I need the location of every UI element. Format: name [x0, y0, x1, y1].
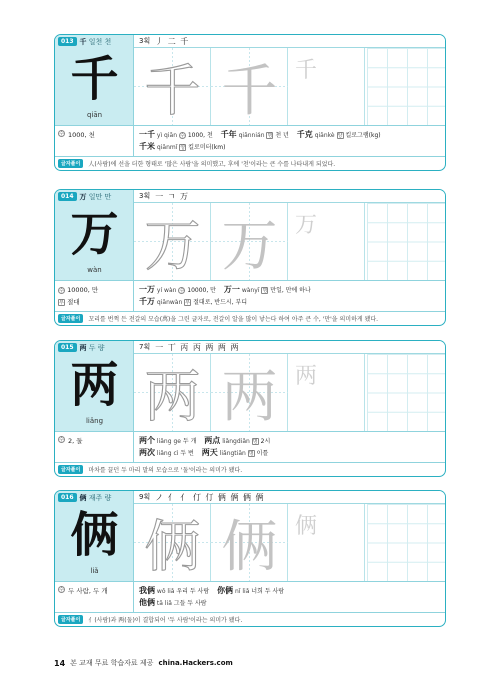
- writing-grid: [134, 48, 445, 125]
- word-item: 千年 qiānnián 명 천 년: [220, 129, 289, 139]
- entry-number: 015: [58, 343, 77, 352]
- writing-grid: [134, 504, 445, 581]
- header-char: 千: [79, 36, 87, 46]
- char-card-016: [54, 490, 446, 627]
- practice-grid[interactable]: [367, 203, 446, 280]
- meaning: 수 두 사람, 두 개: [55, 582, 134, 612]
- meaning: 수 1000, 천: [55, 126, 134, 156]
- word-list: [134, 126, 445, 156]
- trace-box-gray: 俩: [211, 504, 288, 581]
- word-item: 一千 yì qiān 수 1000, 천: [139, 129, 213, 139]
- char-display: [55, 35, 134, 125]
- word-item: 两次 liǎng cì 두 번: [139, 447, 194, 457]
- trace-box-outline: 俩: [134, 504, 211, 581]
- pinyin: liǎ: [90, 567, 99, 575]
- meaning: 수 10000, 만 부 절대: [55, 281, 134, 311]
- korean-reading: 일만 만: [88, 192, 112, 201]
- word-list: [134, 582, 445, 612]
- stroke-count: 7획: [139, 343, 151, 351]
- practice-grid[interactable]: [367, 48, 446, 125]
- stroke-order: 一 丅 丙 丙 两 两 两: [155, 342, 240, 352]
- char-card-015: [54, 340, 446, 477]
- word-item: 千米 qiānmǐ 양 킬로미터(km): [139, 141, 226, 151]
- char-explanation: 글자풀이 꼬리를 번쩍 든 전갈의 모습(萬)을 그린 글자로, 전갈이 알을 많이 낳는다 하여 아주 큰 수, '만'을 의미하게 됐다.: [55, 311, 445, 325]
- entry-number: 014: [58, 192, 77, 201]
- writing-grid: [134, 203, 445, 280]
- char-card-013: [54, 34, 446, 171]
- word-item: 万一 wànyī 명 만일, 만에 하나: [223, 284, 311, 294]
- korean-reading: 두 량: [88, 343, 105, 352]
- char-display: [55, 190, 134, 280]
- word-list: [134, 432, 445, 462]
- word-item: 千克 qiānkè 양 킬로그램(kg): [296, 129, 381, 139]
- korean-reading: 일천 천: [88, 37, 112, 46]
- stroke-order: 一 ㄱ 万: [155, 191, 190, 201]
- trace-box-small: 千: [288, 48, 365, 125]
- page-number: 14: [54, 658, 66, 668]
- main-char: 万: [70, 206, 119, 262]
- word-item: 你俩 nǐ liǎ 너희 두 사람: [217, 585, 285, 595]
- trace-box-small: 两: [288, 354, 365, 431]
- practice-grid[interactable]: [367, 504, 446, 581]
- trace-box-gray: 万: [211, 203, 288, 280]
- trace-box-outline: 万: [134, 203, 211, 280]
- trace-box-small: 万: [288, 203, 365, 280]
- pinyin: wàn: [87, 266, 102, 274]
- char-display: [55, 491, 134, 581]
- char-explanation: 글자풀이 人(사람)에 선을 더한 형태로 '많은 사람'을 의미했고, 후에 '천'이라는 큰 수를 나타내게 되었다.: [55, 156, 445, 170]
- word-list: [134, 281, 445, 311]
- word-item: 一万 yí wàn 수 10000, 만: [139, 284, 216, 294]
- stroke-count: 3획: [139, 192, 151, 200]
- writing-grid: [134, 354, 445, 431]
- trace-box-gray: 千: [211, 48, 288, 125]
- char-display: [55, 341, 134, 431]
- korean-reading: 재주 량: [88, 493, 112, 502]
- word-item: 两个 liǎng ge 두 개: [139, 435, 197, 445]
- word-item: 两点 liǎngdiǎn 명 2시: [204, 435, 271, 445]
- char-card-014: [54, 189, 446, 326]
- footer-url[interactable]: china.Hackers.com: [158, 659, 233, 667]
- practice-grid[interactable]: [367, 354, 446, 431]
- pinyin: liǎng: [85, 417, 104, 425]
- trace-box-small: 俩: [288, 504, 365, 581]
- char-explanation: 글자풀이 마차를 끌던 두 마리 말의 모습으로 '둘'이라는 의미가 됐다.: [55, 462, 445, 476]
- word-item: 他俩 tā liǎ 그들 두 사람: [139, 597, 207, 607]
- trace-box-outline: 千: [134, 48, 211, 125]
- stroke-order: ノ 亻 亻 仃 仃 俩 俩 俩 俩: [155, 492, 265, 502]
- stroke-order: 丿 二 千: [155, 36, 190, 46]
- header-char: 俩: [79, 492, 87, 502]
- main-char: 两: [70, 357, 119, 413]
- word-item: 千万 qiānwàn 부 절대로, 반드시, 부디: [139, 296, 248, 306]
- footer-text: 본 교재 무료 학습자료 제공: [70, 659, 154, 667]
- page-footer: [54, 658, 233, 668]
- stroke-count: 9획: [139, 493, 151, 501]
- header-char: 万: [79, 191, 87, 201]
- pinyin: qiān: [86, 111, 103, 119]
- char-explanation: 글자풀이 亻(사람)과 两(둘)이 결합되어 '두 사람'이라는 의미가 됐다.: [55, 612, 445, 626]
- trace-box-outline: 两: [134, 354, 211, 431]
- main-char: 俩: [70, 507, 119, 563]
- stroke-count: 3획: [139, 37, 151, 45]
- meaning: 수 2, 둘: [55, 432, 134, 462]
- main-char: 千: [70, 51, 119, 107]
- word-item: 两天 liǎngtiān 명 이틀: [201, 447, 269, 457]
- word-item: 我俩 wǒ liǎ 우리 두 사람: [139, 585, 210, 595]
- trace-box-gray: 两: [211, 354, 288, 431]
- header-char: 两: [79, 342, 87, 352]
- entry-number: 016: [58, 493, 77, 502]
- entry-number: 013: [58, 37, 77, 46]
